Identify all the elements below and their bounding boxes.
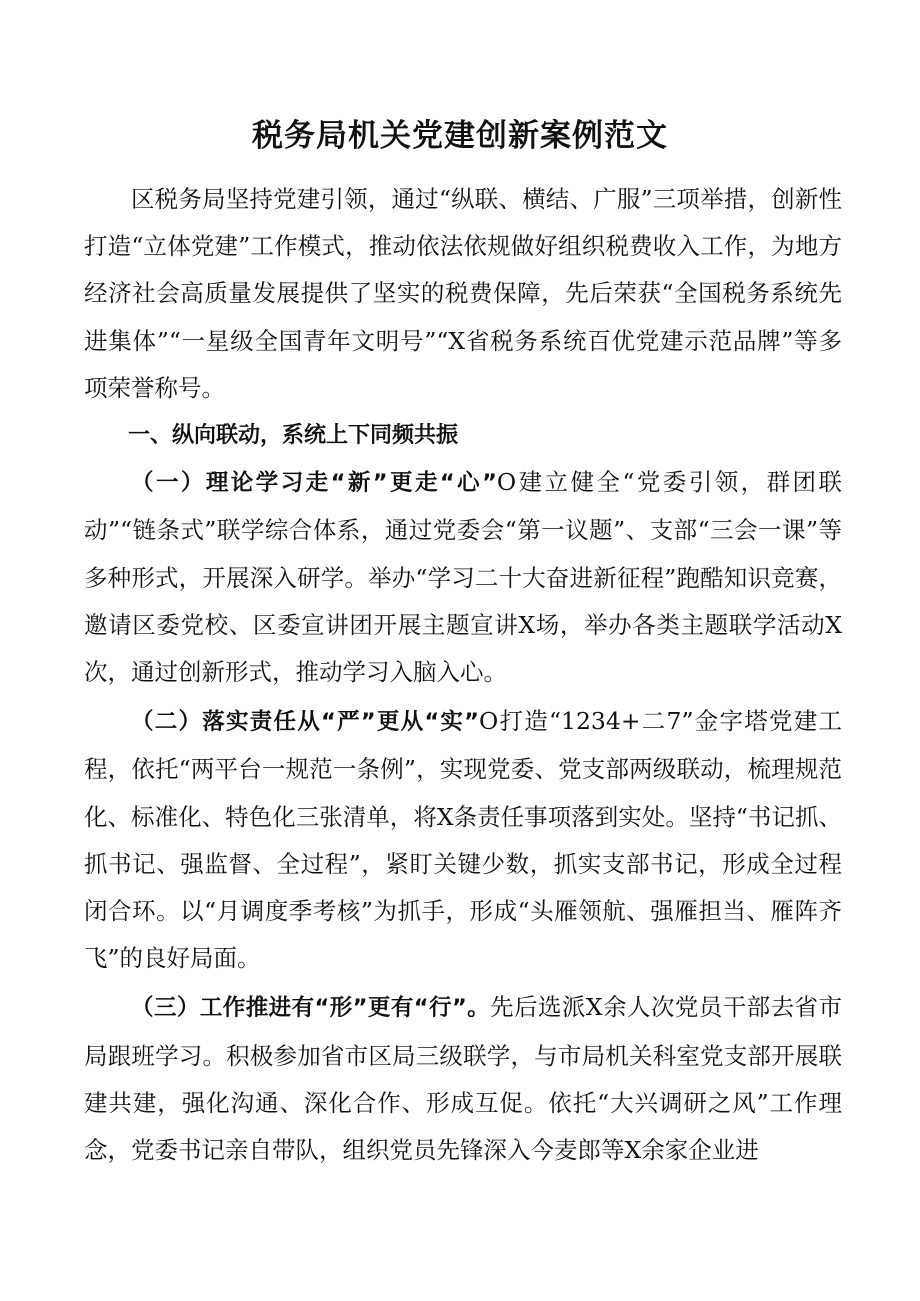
intro-paragraph: 区税务局坚持党建引领，通过“纵联、横结、广服”三项举措，创新性打造“立体党建”工作模式，推动依法依规做好组织税费收入工作，为地方经济社会高质量发展提供了坚实的税费保障，先后荣获“全国税务系统先进集体”“一星级全国青年文明号”“X省税务系统百优党建示范品牌”等多项荣誉称号。 [84, 185, 842, 402]
item-text-3: 先后选派X余人次党员干部去省市局跟班学习。积极参加省市区局三级联学，与市局机关科室党支部开展联建共建，强化沟通、深化合作、形成互促。依托“大兴调研之风”工作理念，党委书记亲自带队，组织党员先锋深入今麦郎等X余家企业进 [84, 993, 843, 1165]
item-lead-2: （二）落实责任从“严”更从“实” [131, 709, 479, 736]
section-heading: 一、纵向联动，系统上下同频共振 [128, 423, 459, 449]
item-paragraph-2 [84, 698, 842, 982]
item-lead-3: （三）工作推进有“形”更有“行”。 [131, 995, 491, 1022]
item-paragraph-1 [84, 459, 842, 696]
document-title: 税务局机关党建创新案例范文 [252, 118, 668, 154]
item-text-2: O打造“1234+二7”金字塔党建工程，依托“两平台一规范一条例”，实现党委、党支部两级联动，梳理规范化、标准化、特色化三张清单，将X条责任事项落到实处。坚持“书记抓、抓书记、强监督、全过程”，紧盯关键少数，抓实支部书记，形成全过程闭合环。以“月调度季考核”为抓手，形成“头雁领航、强雁担当、雁阵齐飞”的良好局面。 [84, 707, 842, 973]
item-text-1: O建立健全“党委引领，群团联动”“链条式”联学综合体系，通过党委会“第一议题”、支部“三会一课”等多种形式，开展深入研学。举办“学习二十大奋进新征程”跑酷知识竞赛，邀请区委党校、区委宣讲团开展主题宣讲X场，举办各类主题联学活动X次，通过创新形式，推动学习入脑入心。 [84, 468, 843, 687]
item-lead-1: （一）理论学习走“新”更走“心” [131, 470, 497, 497]
item-paragraph-3 [84, 984, 842, 1174]
document-body [84, 176, 842, 1174]
